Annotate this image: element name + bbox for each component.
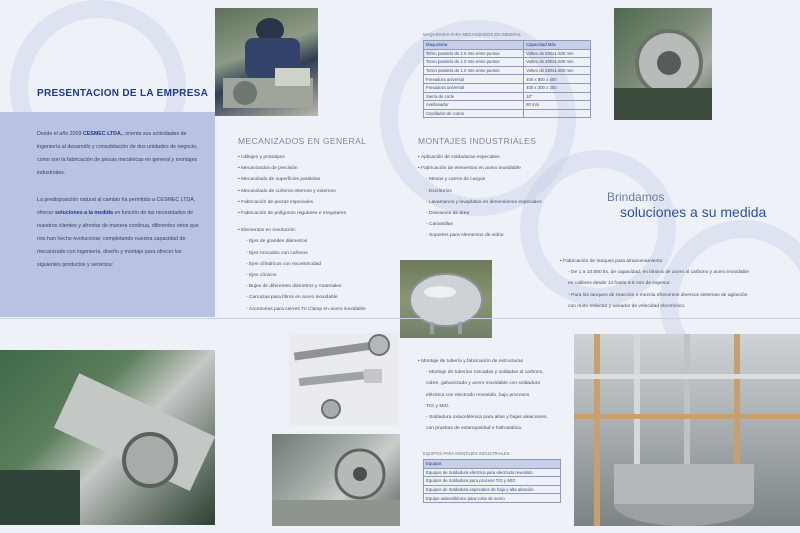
page-title: PRESENTACION DE LA EMPRESA	[37, 88, 209, 99]
list-item: • Utillajes y prototipos	[238, 152, 398, 163]
pipe-installation-photo	[574, 334, 800, 526]
list-item: - Canastillas	[426, 222, 453, 228]
table-cell: Volteo de 400x1.500 mm	[524, 58, 591, 67]
table-cell: 400 x 300 x 300	[524, 83, 591, 92]
table-row	[424, 66, 591, 75]
list-item: cobre, galvanizado y acero inoxidable con soldadura	[426, 381, 540, 387]
table-row	[424, 49, 591, 58]
table-cell: Cepillador de codos	[424, 109, 524, 118]
machined-parts-illustration	[289, 333, 399, 425]
company-name: CESMEC LTDA.	[82, 131, 123, 137]
equipment-table-caption: EQUIPOS PARA MONTAJES INDUSTRIALES	[423, 451, 510, 456]
lathe-chuck-illustration	[614, 8, 712, 120]
list-item: - Ejes cónicos	[246, 273, 277, 279]
technician-photo	[215, 8, 318, 116]
table-cell: Equipos de Soldadura para proceso TIG y MIG	[424, 477, 561, 486]
lathe-shaft-photo	[0, 350, 215, 525]
table-cell: Torno paralelo de 1.5 mts entre puntos	[424, 49, 524, 58]
table-cell: 400 x 800 x 400	[524, 75, 591, 84]
table-cell: Avellanador	[424, 101, 524, 110]
table-row	[424, 494, 561, 503]
mecanizados-list	[238, 152, 398, 315]
table-cell	[524, 109, 591, 118]
list-item: • Mecanizado de cuñeros internos y externos	[238, 186, 398, 197]
intro-text: Desde el año 2003 CESMEC LTDA., orienta sus actividades de ingeniería al desarrollo y consolidación de dos unidades de negocio, como son la fabricación de piezas mecánicas en general y montajes industriales. La predisposición natural al cambio ha permitido a CESMEC LTDA. ofrecer soluciones a la medida en función de las necesidades de nuestros clientes y afrontar de manera continua, diferentes retos que nos han hecho evolucionar, completando nuestra capacidad de mecanizado con ingeniería, diseño y montaje para ofrecer los siguientes productos y servicios:	[37, 131, 199, 268]
metal-chips-illustration	[272, 434, 400, 526]
list-item: - Ejes de grandes diámetros	[246, 239, 308, 245]
lathe-shaft-illustration	[0, 350, 215, 525]
list-item: en calibres desde 14 hasta 9.5 mm de espesor.	[568, 281, 671, 287]
list-item: • Fabricación de tanques para almacenamiento	[560, 256, 790, 267]
technician-illustration	[215, 8, 318, 116]
list-item: - Soportes para elementos de vidrio	[426, 233, 504, 239]
table-header: Capacidad Máx	[524, 41, 591, 50]
table-row	[424, 92, 591, 101]
tuberia-list	[418, 356, 568, 434]
list-item: - Divisiones de área	[426, 211, 470, 217]
list-item: con moto reductor y variador de velocidad electrónico.	[568, 303, 686, 309]
list-item: con pruebas de estanqueidad e hidrostática.	[426, 426, 523, 432]
table-cell: 80 mm	[524, 101, 591, 110]
table-cell: 10"	[524, 92, 591, 101]
table-header: Equipos	[424, 460, 561, 469]
table-cell: Equipo oxiacetilénico para corte de acero	[424, 494, 561, 503]
list-item: • Elementos en revolución:	[238, 225, 398, 236]
list-item: - Ejes cilíndricos con excentricidad	[246, 261, 322, 267]
table-cell: Sierra de corte	[424, 92, 524, 101]
list-item: - Montaje de tuberías roscadas y soldadas al carbono,	[426, 370, 544, 376]
table-row	[424, 75, 591, 84]
pipe-installation-illustration	[574, 334, 800, 526]
list-item: - De 1 a 10.000 lts. de capacidad, en lámina de acero al carbono y acero inoxidable	[568, 270, 750, 276]
list-item: • Fabricación de elementos en acero inoxidable	[418, 163, 598, 174]
montajes-list	[418, 152, 598, 242]
tank-illustration	[400, 260, 492, 338]
tanques-list	[560, 256, 790, 312]
list-item: - Para los tanques de reacción o mezcla ofrecemos diversos sistemas de agitación	[568, 292, 748, 298]
table-row	[424, 58, 591, 67]
table-cell: Equipos de Soldadura eléctrica para electrodo revestido	[424, 468, 561, 477]
list-item: • Montaje de tubería y fabricación de estructuras	[418, 356, 568, 367]
list-item: • Mecanizados de precisión	[238, 163, 398, 174]
table-row	[424, 101, 591, 110]
machinery-table	[423, 40, 591, 118]
list-item: • Mecanizado de superficies paralelas	[238, 174, 398, 185]
table-cell: Equipos de Soldadura especiales de baja y alta aleación	[424, 485, 561, 494]
list-item: TIG y MIG.	[426, 403, 450, 409]
list-item: • Fabricación de piezas especiales	[238, 197, 398, 208]
section-title-montajes: MONTAJES INDUSTRIALES	[418, 136, 537, 146]
list-item: • Aplicación de soldaduras especiales	[418, 152, 598, 163]
list-item: - Escritorios	[426, 188, 452, 194]
machinery-table-caption: MAQUINARIA PARA MECANIZADOS EN GENERAL	[423, 32, 522, 37]
table-row	[424, 485, 561, 494]
table-cell: Fresadora universal	[424, 75, 524, 84]
section-title-mecanizados: MECANIZADOS EN GENERAL	[238, 136, 367, 146]
highlight-text: soluciones a la medida	[54, 210, 113, 216]
table-row	[424, 477, 561, 486]
tank-photo	[400, 260, 492, 338]
table-cell: Fresadora universal	[424, 83, 524, 92]
table-row	[424, 83, 591, 92]
metal-chips-photo	[272, 434, 400, 526]
slogan-line-2: soluciones a su medida	[620, 204, 767, 220]
table-cell: Torno paralelo de 1.0 mts entre puntos	[424, 58, 524, 67]
list-item: - Mesas y carros de cargue	[426, 177, 486, 183]
table-cell: Volteo de 250x1.500 mm	[524, 66, 591, 75]
table-cell: Torno paralelo de 1.0 mts entre puntos	[424, 66, 524, 75]
list-item: eléctrica con electrodo revestido, bajo procesos	[426, 392, 530, 398]
list-item: - Bujes de diferentes diámetros y materiales	[246, 284, 342, 290]
slogan-line-1: Brindamos	[607, 190, 665, 204]
list-item: • Fabricación de polígonos regulares e irregulares	[238, 208, 398, 219]
table-cell: Volteo de 500x1.500 mm	[524, 49, 591, 58]
lathe-chuck-photo	[614, 8, 712, 120]
list-item: - Soldadura oxiacetilénica para altas y bajas aleaciones,	[426, 415, 548, 421]
list-item: - Lavamanos y lavaplatos en dimensiones especiales	[426, 199, 542, 205]
list-item: - Carcazas para filtros en acero inoxidable	[246, 295, 338, 301]
table-row	[424, 468, 561, 477]
table-header: Maquinaria	[424, 41, 524, 50]
table-row	[424, 109, 591, 118]
equipment-table	[423, 459, 561, 503]
divider-line	[0, 318, 800, 319]
list-item: - Accesorios para cierres Tri Clamp en acero inoxidable	[246, 306, 366, 312]
machined-parts-photo	[289, 333, 399, 425]
list-item: - Ejes roscados con cuñeros	[246, 250, 308, 256]
